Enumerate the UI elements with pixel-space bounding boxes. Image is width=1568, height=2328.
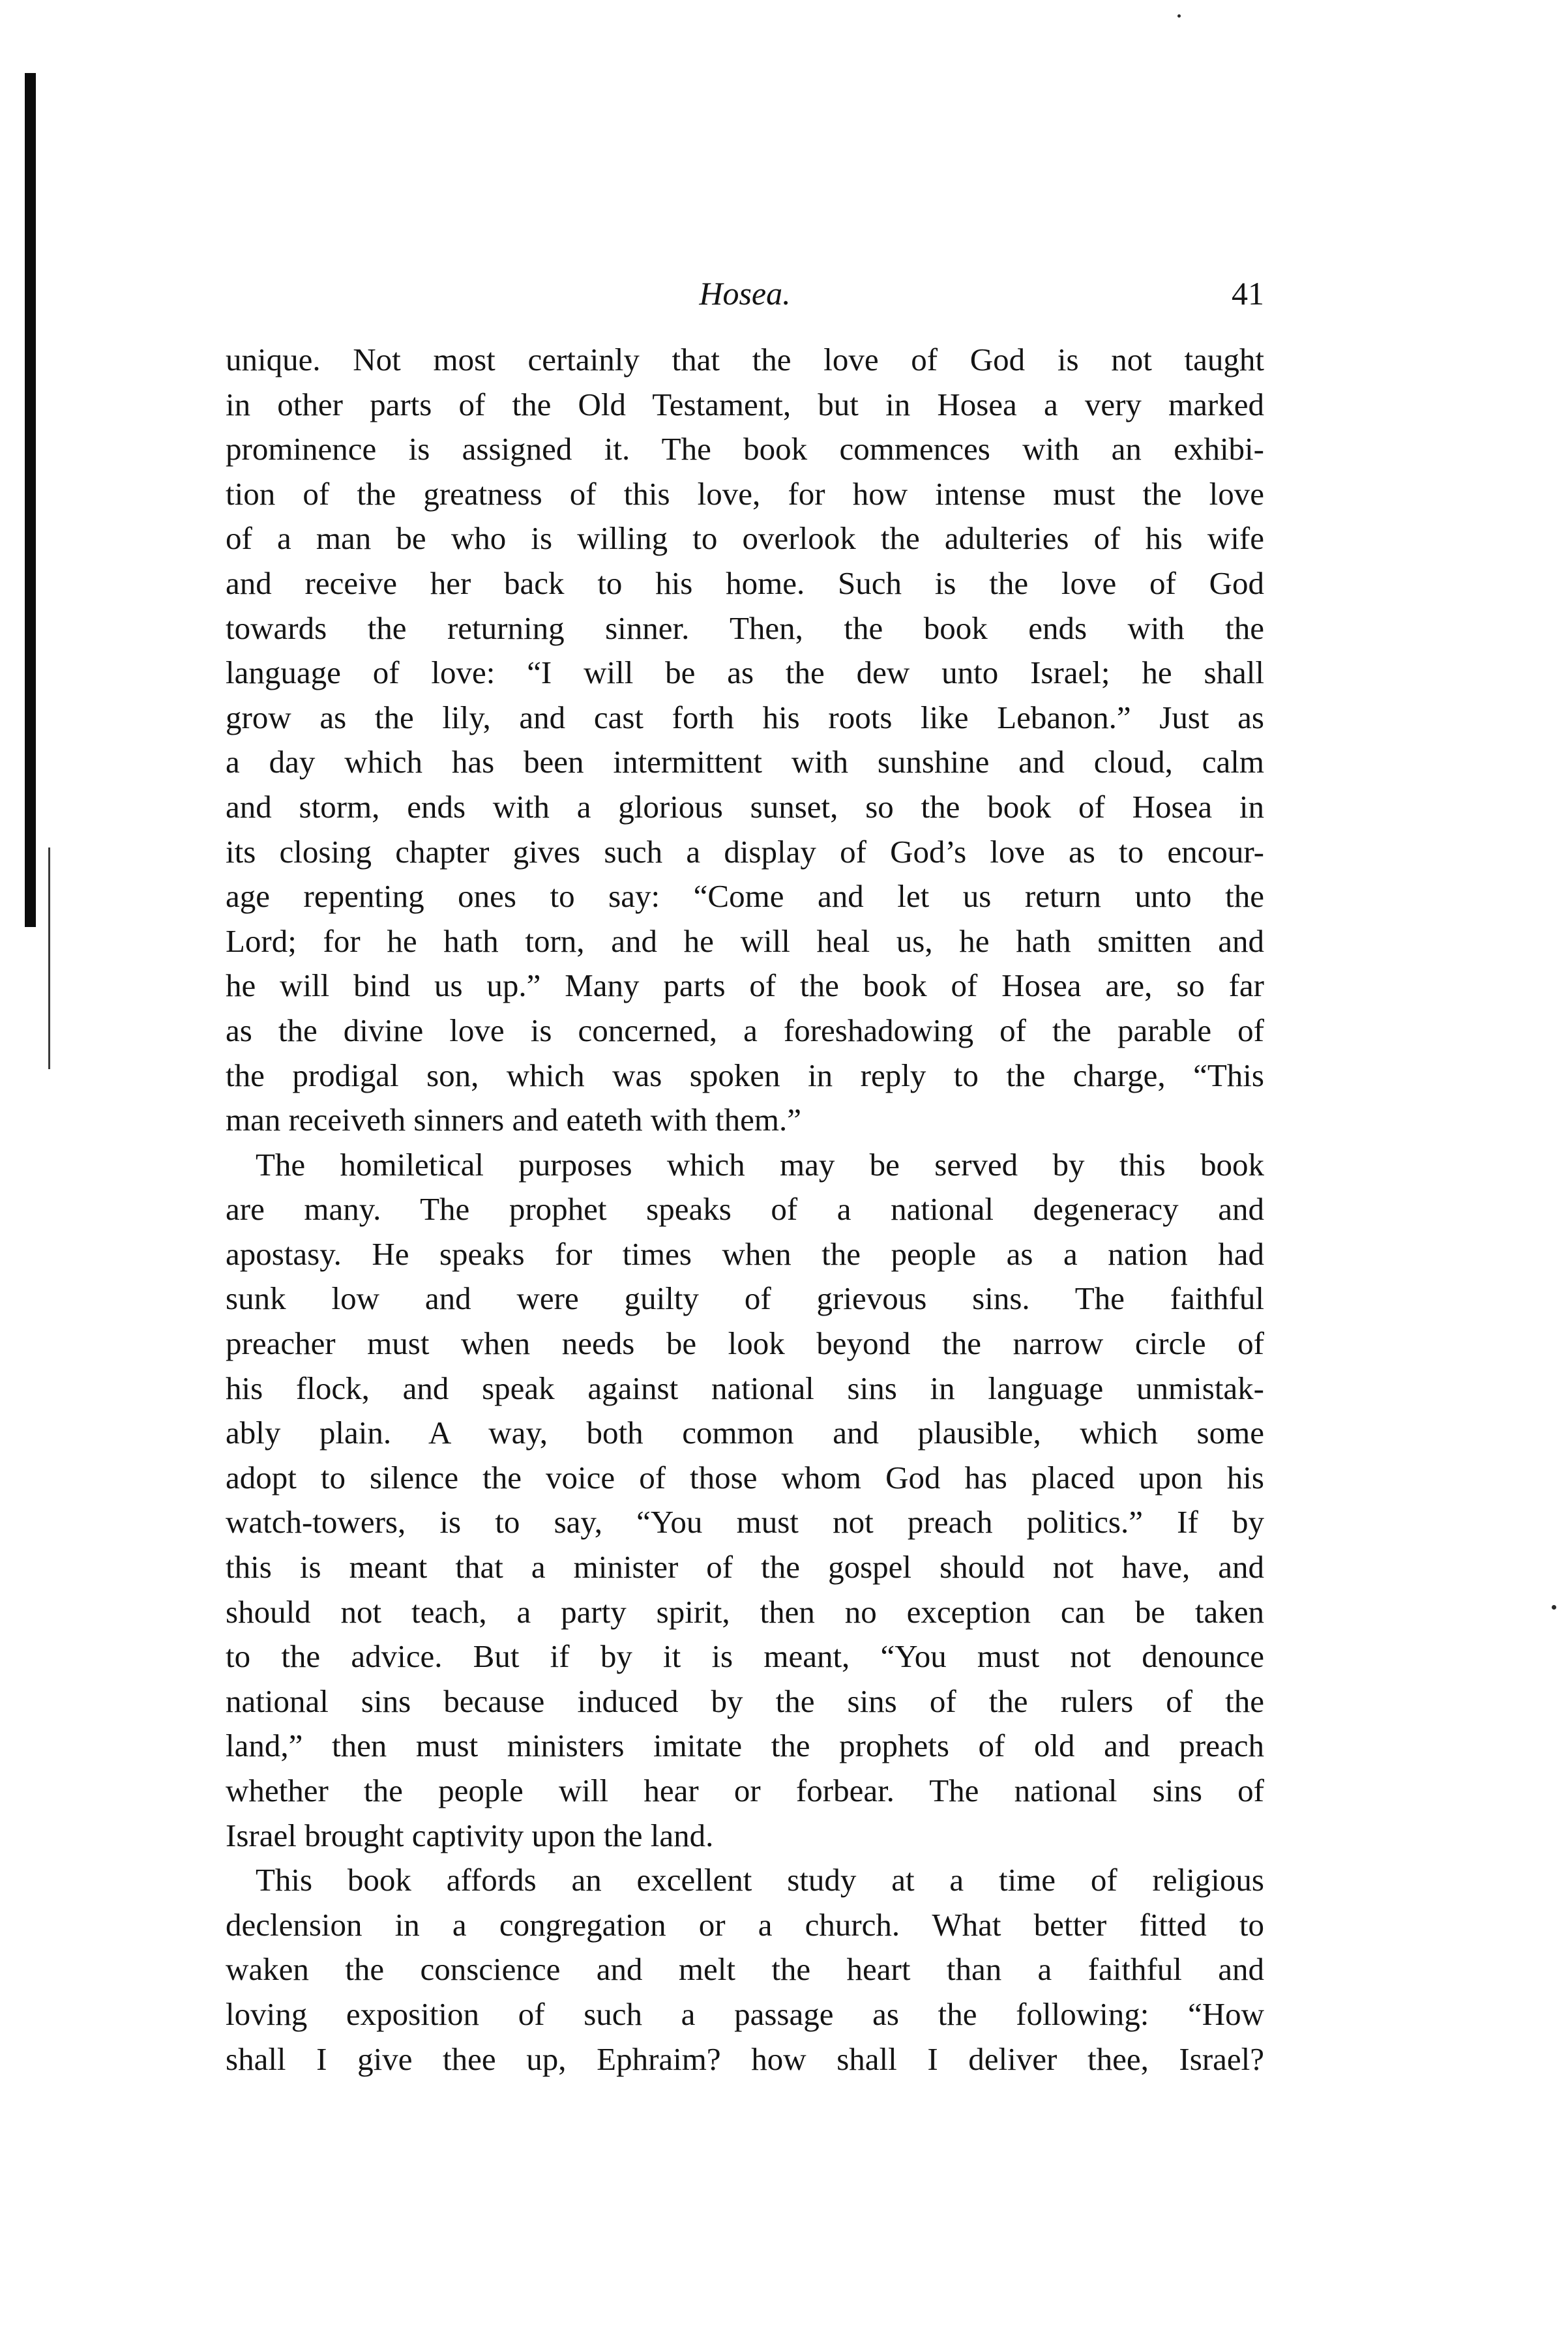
text-line: should not teach, a party spirit, then no exception can be taken <box>226 1593 1264 1630</box>
text-line: adopt to silence the voice of those whom God has placed upon his <box>226 1459 1264 1496</box>
text-line: watch-towers, is to say, “You must not preach politics.” If by <box>226 1504 1264 1540</box>
text-line: ably plain. A way, both common and plausible, which some <box>226 1415 1264 1451</box>
page-number: 41 <box>1232 275 1264 312</box>
text-line: sunk low and were guilty of grievous sins. The faithful <box>226 1280 1264 1317</box>
text-line: his flock, and speak against national sins in language unmistak- <box>226 1370 1264 1406</box>
text-line: its closing chapter gives such a display of God’s love as to encour- <box>226 833 1264 870</box>
scan-edge-line <box>48 847 50 1069</box>
page-header <box>226 267 1264 319</box>
text-line: waken the conscience and melt the heart than a faithful and <box>226 1951 1264 1988</box>
text-line: to the advice. But if by it is meant, “You must not denounce <box>226 1638 1264 1675</box>
text-line: man receiveth sinners and eateth with them.” <box>226 1102 802 1138</box>
text-line: of a man be who is willing to overlook the adulteries of his wife <box>226 520 1264 557</box>
text-line: and receive her back to his home. Such is the love of God <box>226 565 1264 601</box>
text-line: towards the returning sinner. Then, the book ends with the <box>226 610 1264 646</box>
running-head: Hosea. <box>699 275 791 312</box>
text-line: this is meant that a minister of the gospel should not have, and <box>226 1549 1264 1585</box>
text-line: The homiletical purposes which may be served by this book <box>256 1146 1264 1183</box>
text-line: preacher must when needs be look beyond the narrow circle of <box>226 1325 1264 1362</box>
text-line: age repenting ones to say: “Come and let us return unto the <box>226 878 1264 915</box>
text-line: loving exposition of such a passage as the following: “How <box>226 1996 1264 2032</box>
text-line: tion of the greatness of this love, for how intense must the love <box>226 475 1264 512</box>
text-line: national sins because induced by the sins of the rulers of the <box>226 1683 1264 1719</box>
text-line: and storm, ends with a glorious sunset, so the book of Hosea in <box>226 788 1264 825</box>
text-line: whether the people will hear or forbear. The national sins of <box>226 1773 1264 1808</box>
text-line: language of love: “I will be as the dew unto Israel; he shall <box>226 655 1264 691</box>
text-line: prominence is assigned it. The book commences with an exhibi- <box>226 431 1264 467</box>
text-line: declension in a congregation or a church. What better fitted to <box>226 1906 1264 1943</box>
text-line: a day which has been intermittent with sunshine and cloud, calm <box>226 744 1264 780</box>
text-line: land,” then must ministers imitate the prophets of old and preach <box>226 1728 1264 1764</box>
scan-edge-shadow <box>25 73 36 927</box>
text-line: the prodigal son, which was spoken in reply to the charge, “This <box>226 1057 1264 1093</box>
text-line: Lord; for he hath torn, and he will heal us, he hath smitten and <box>226 922 1264 959</box>
scan-speck <box>1552 1605 1556 1610</box>
text-line: apostasy. He speaks for times when the people as a nation had <box>226 1235 1264 1272</box>
text-line: unique. Not most certainly that the love of God is not taught <box>226 342 1264 377</box>
scan-speck <box>1177 14 1181 18</box>
body-text <box>226 338 1264 2082</box>
text-line: are many. The prophet speaks of a national degeneracy and <box>226 1191 1264 1228</box>
text-line: in other parts of the Old Testament, but in Hosea a very marked <box>226 386 1264 422</box>
text-line: as the divine love is concerned, a foreshadowing of the parable of <box>226 1012 1264 1048</box>
text-line: grow as the lily, and cast forth his roots like Lebanon.” Just as <box>226 699 1264 735</box>
text-line: shall I give thee up, Ephraim? how shall I deliver thee, Israel? <box>226 2041 1264 2077</box>
text-line: This book affords an excellent study at a time of religious <box>256 1862 1264 1898</box>
text-line: Israel brought captivity upon the land. <box>226 1817 714 1853</box>
text-line: he will bind us up.” Many parts of the book of Hosea are, so far <box>226 967 1264 1004</box>
